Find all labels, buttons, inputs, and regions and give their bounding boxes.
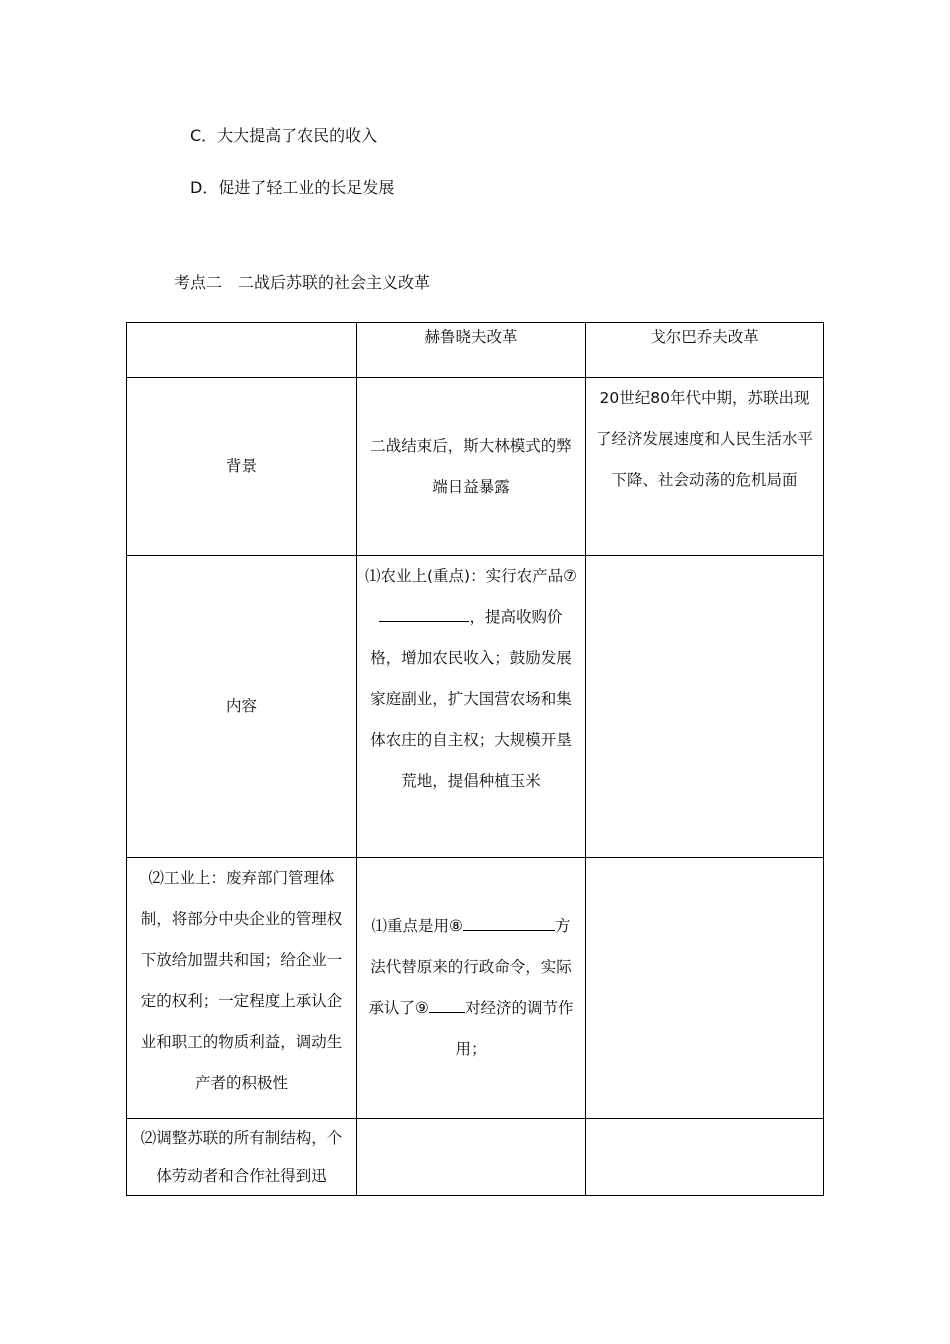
- fill-blank-7[interactable]: [379, 603, 469, 622]
- table-row: [127, 556, 824, 858]
- table-row: [127, 858, 824, 1119]
- option-c: C．大大提高了农民的收入: [190, 126, 378, 145]
- content-gorbachev: [586, 556, 824, 858]
- industry-gorbachev: [357, 858, 586, 1119]
- section-label: 考点二: [174, 273, 223, 292]
- row-label-background: 背景: [127, 378, 357, 556]
- ownership-text: ⑵调整苏联的所有制结构，个体劳动者和合作社得到迅: [127, 1119, 357, 1196]
- industry-gorbachev-post: 对经济的调节作用；: [455, 999, 574, 1058]
- header-khrushchev: 赫鲁晓夫改革: [357, 323, 586, 378]
- industry-gorbachev-pre: ⑴重点是用⑧: [371, 917, 463, 935]
- section-title: 二战后苏联的社会主义改革: [238, 273, 431, 292]
- background-gorbachev: 20世纪80年代中期，苏联出现了经济发展速度和人民生活水平下降、社会动荡的危机局面: [586, 378, 824, 556]
- table-row: [127, 323, 824, 378]
- header-gorbachev: 戈尔巴乔夫改革: [586, 323, 824, 378]
- industry-gorbachev-mid: 方法代替原来的行政命令，实际承认了⑨: [368, 917, 572, 1017]
- fill-blank-9[interactable]: [429, 994, 465, 1013]
- ownership-empty-cell-3: [586, 1119, 824, 1196]
- row-label-content: 内容: [127, 556, 357, 858]
- ownership-empty-cell-2: [357, 1119, 586, 1196]
- table-row: [127, 1119, 824, 1196]
- fill-blank-8[interactable]: [463, 912, 555, 931]
- background-khrushchev: 二战结束后，斯大林模式的弊端日益暴露: [357, 378, 586, 556]
- header-empty-cell: [127, 323, 357, 378]
- industry-empty-cell: [586, 858, 824, 1119]
- industry-khrushchev: ⑵工业上：废弃部门管理体制，将部分中央企业的管理权下放给加盟共和国；给企业一定的权利；一定程度上承认企业和职工的物质利益，调动生产者的积极性: [127, 858, 357, 1119]
- reform-table: [126, 322, 824, 1196]
- table-row: [127, 378, 824, 556]
- content-khrushchev: [357, 556, 586, 858]
- section-heading: [174, 273, 430, 293]
- content-khrushchev-post: ，提高收购价格，增加农民收入；鼓励发展家庭副业，扩大国营农场和集体农庄的自主权；大规模开垦荒地，提倡种植玉米: [370, 608, 572, 790]
- content-khrushchev-pre: ⑴农业上(重点)：实行农产品⑦: [365, 567, 577, 585]
- option-d: D．促进了轻工业的长足发展: [190, 178, 395, 197]
